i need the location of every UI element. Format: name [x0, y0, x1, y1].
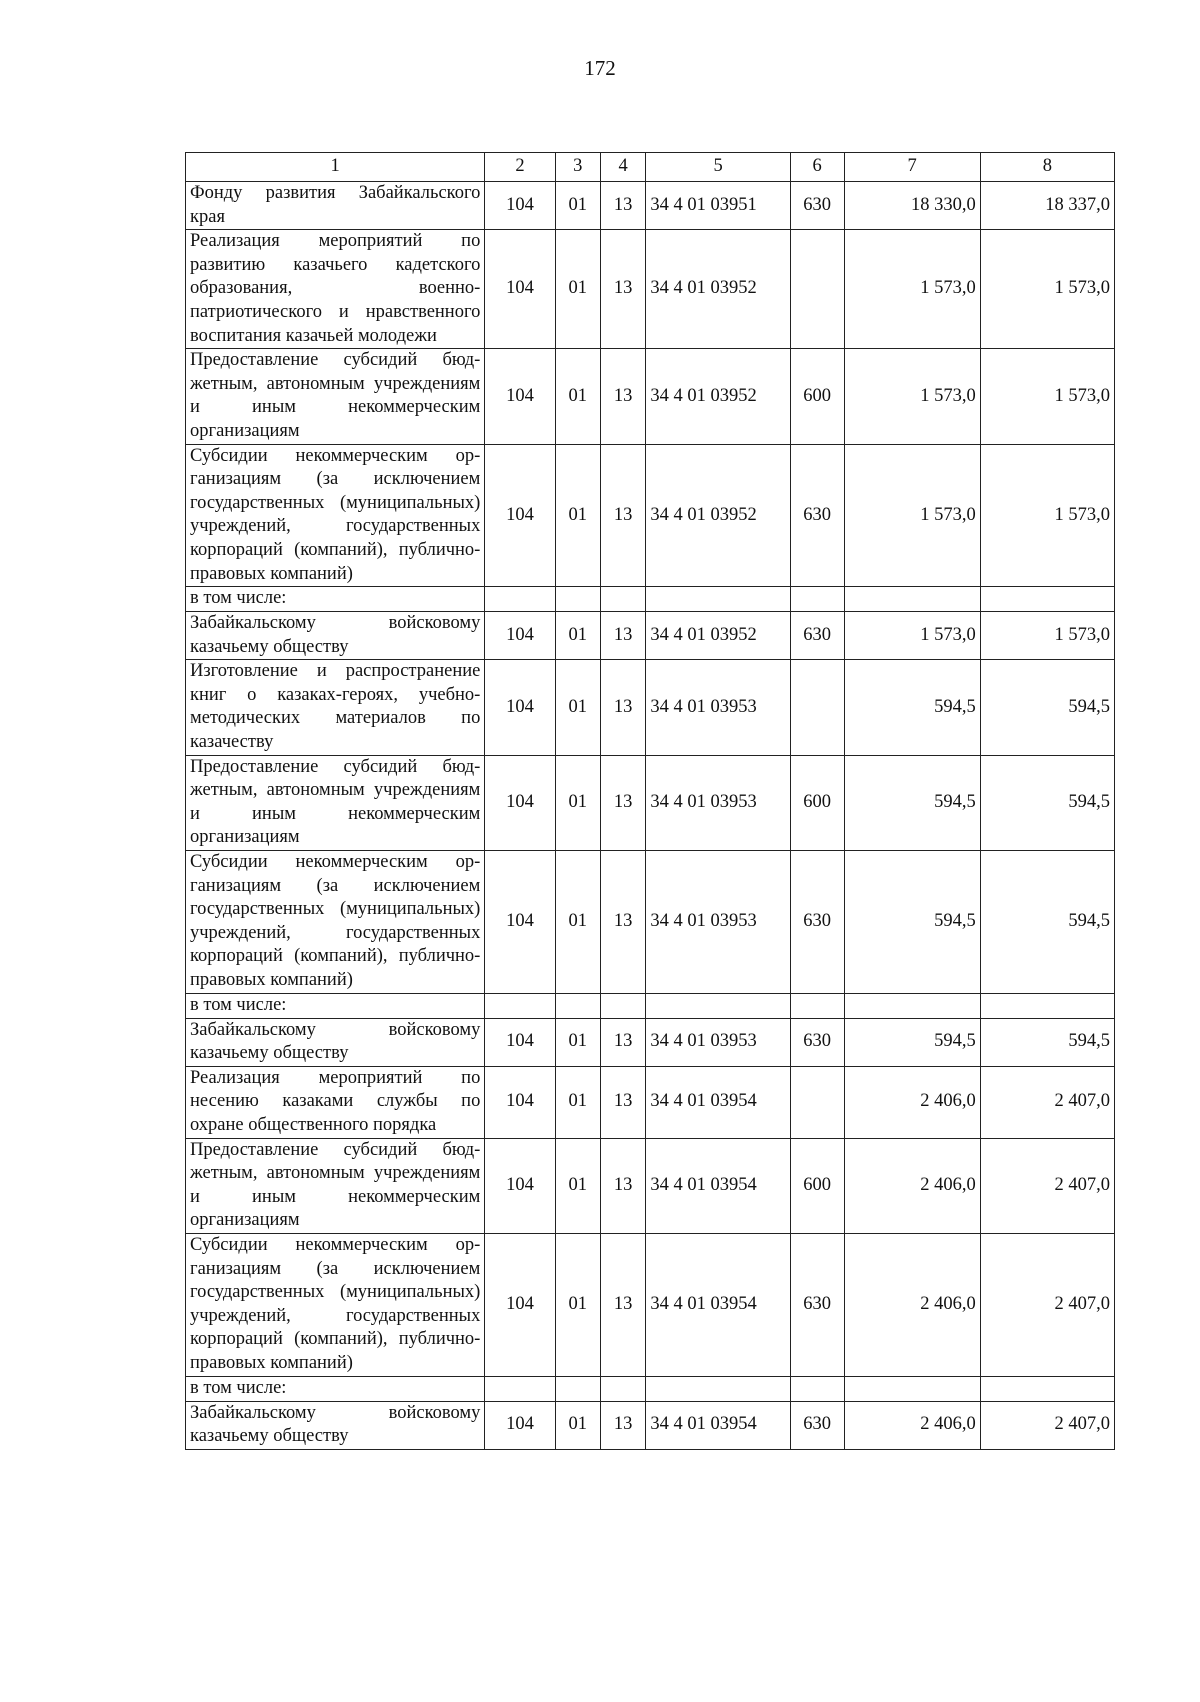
subsection-item-cell: 13 — [600, 1401, 645, 1449]
target-article-cell: 34 4 01 03953 — [646, 1018, 791, 1066]
column-header: 6 — [790, 153, 844, 182]
row-name-cell: в том числе: — [186, 1376, 485, 1401]
table-row — [186, 1066, 1115, 1138]
row-name-cell: Фонду развития Забайкальского края — [186, 182, 485, 230]
subsection-code-cell: 01 — [555, 1233, 600, 1376]
target-article-cell: 34 4 01 03952 — [646, 444, 791, 587]
section-code-cell: 104 — [485, 851, 555, 994]
table-row — [186, 1233, 1115, 1376]
subsection-item-cell: 13 — [600, 612, 645, 660]
amount-year2-cell: 1 573,0 — [980, 230, 1114, 349]
section-code-cell: 104 — [485, 349, 555, 444]
header-row — [186, 153, 1115, 182]
section-code-cell: 104 — [485, 1066, 555, 1138]
amount-year1-cell: 1 573,0 — [844, 230, 980, 349]
amount-year2-cell — [980, 993, 1114, 1018]
subsection-code-cell: 01 — [555, 660, 600, 755]
column-header: 3 — [555, 153, 600, 182]
expense-type-cell — [790, 230, 844, 349]
budget-table — [185, 152, 1115, 1450]
table-row — [186, 851, 1115, 994]
column-header: 4 — [600, 153, 645, 182]
subsection-code-cell — [555, 1376, 600, 1401]
section-code-cell: 104 — [485, 660, 555, 755]
amount-year1-cell: 594,5 — [844, 851, 980, 994]
amount-year1-cell: 2 406,0 — [844, 1138, 980, 1233]
section-code-cell: 104 — [485, 182, 555, 230]
column-header: 1 — [186, 153, 485, 182]
column-header: 7 — [844, 153, 980, 182]
amount-year2-cell: 594,5 — [980, 851, 1114, 994]
subsection-item-cell: 13 — [600, 1066, 645, 1138]
page-number: 172 — [584, 56, 616, 80]
amount-year2-cell: 1 573,0 — [980, 349, 1114, 444]
table-row-note — [186, 587, 1115, 612]
subsection-code-cell — [555, 587, 600, 612]
row-name-cell: Изготовление и распространение книг о казаках-героях, учебно-методических материалов по казачеству — [186, 660, 485, 755]
subsection-item-cell: 13 — [600, 1138, 645, 1233]
amount-year1-cell: 1 573,0 — [844, 612, 980, 660]
expense-type-cell: 630 — [790, 1233, 844, 1376]
expense-type-cell: 630 — [790, 612, 844, 660]
row-name-cell: Предоставление субсидий бюджетным, автономным учреждениям и иным некоммерческим организациям — [186, 349, 485, 444]
amount-year1-cell — [844, 587, 980, 612]
subsection-item-cell — [600, 587, 645, 612]
column-header: 8 — [980, 153, 1114, 182]
table-row-note — [186, 1376, 1115, 1401]
subsection-item-cell — [600, 1376, 645, 1401]
target-article-cell — [646, 1376, 791, 1401]
row-name-cell: Забайкальскому войсковому казачьему обществу — [186, 1401, 485, 1449]
subsection-code-cell: 01 — [555, 851, 600, 994]
section-code-cell — [485, 1376, 555, 1401]
target-article-cell: 34 4 01 03952 — [646, 612, 791, 660]
row-name-cell: Субсидии некоммерческим организациям (за исключением государственных (муниципальных) учреждений, государственных корпораций (компаний), публично-правовых компаний) — [186, 1233, 485, 1376]
subsection-code-cell: 01 — [555, 230, 600, 349]
expense-type-cell: 630 — [790, 182, 844, 230]
amount-year2-cell — [980, 1376, 1114, 1401]
column-header: 5 — [646, 153, 791, 182]
amount-year1-cell — [844, 993, 980, 1018]
row-name-cell: Предоставление субсидий бюджетным, автономным учреждениям и иным некоммерческим организациям — [186, 1138, 485, 1233]
amount-year1-cell: 594,5 — [844, 660, 980, 755]
amount-year2-cell: 594,5 — [980, 1018, 1114, 1066]
amount-year2-cell: 1 573,0 — [980, 444, 1114, 587]
section-code-cell: 104 — [485, 444, 555, 587]
amount-year2-cell: 2 407,0 — [980, 1066, 1114, 1138]
expense-type-cell — [790, 1376, 844, 1401]
target-article-cell: 34 4 01 03953 — [646, 851, 791, 994]
target-article-cell — [646, 587, 791, 612]
target-article-cell: 34 4 01 03954 — [646, 1066, 791, 1138]
target-article-cell — [646, 993, 791, 1018]
expense-type-cell: 630 — [790, 444, 844, 587]
section-code-cell: 104 — [485, 755, 555, 850]
subsection-item-cell: 13 — [600, 182, 645, 230]
amount-year2-cell: 594,5 — [980, 660, 1114, 755]
subsection-code-cell — [555, 993, 600, 1018]
amount-year2-cell: 2 407,0 — [980, 1138, 1114, 1233]
row-name-cell: Предоставление субсидий бюджетным, автономным учреждениям и иным некоммерческим организациям — [186, 755, 485, 850]
table-row — [186, 444, 1115, 587]
subsection-item-cell: 13 — [600, 755, 645, 850]
table-row-note — [186, 993, 1115, 1018]
amount-year1-cell: 2 406,0 — [844, 1401, 980, 1449]
expense-type-cell: 600 — [790, 1138, 844, 1233]
target-article-cell: 34 4 01 03954 — [646, 1401, 791, 1449]
expense-type-cell — [790, 1066, 844, 1138]
expense-type-cell — [790, 660, 844, 755]
column-header: 2 — [485, 153, 555, 182]
subsection-item-cell: 13 — [600, 230, 645, 349]
row-name-cell: Реализация мероприятий по несению казаками службы по охране общественного порядка — [186, 1066, 485, 1138]
subsection-code-cell: 01 — [555, 755, 600, 850]
section-code-cell: 104 — [485, 1401, 555, 1449]
subsection-code-cell: 01 — [555, 1018, 600, 1066]
table-row — [186, 182, 1115, 230]
subsection-item-cell — [600, 993, 645, 1018]
expense-type-cell: 630 — [790, 851, 844, 994]
section-code-cell: 104 — [485, 1138, 555, 1233]
expense-type-cell: 600 — [790, 349, 844, 444]
subsection-item-cell: 13 — [600, 444, 645, 587]
subsection-item-cell: 13 — [600, 851, 645, 994]
target-article-cell: 34 4 01 03952 — [646, 230, 791, 349]
row-name-cell: Реализация мероприятий по развитию казачьего кадетского образования, военно-патриотического и нравственного воспитания казачьей молодежи — [186, 230, 485, 349]
subsection-code-cell: 01 — [555, 1138, 600, 1233]
amount-year2-cell: 1 573,0 — [980, 612, 1114, 660]
expense-type-cell — [790, 587, 844, 612]
row-name-cell: в том числе: — [186, 993, 485, 1018]
subsection-item-cell: 13 — [600, 1233, 645, 1376]
amount-year2-cell: 18 337,0 — [980, 182, 1114, 230]
row-name-cell: Субсидии некоммерческим организациям (за исключением государственных (муниципальных) учреждений, государственных корпораций (компаний), публично-правовых компаний) — [186, 444, 485, 587]
amount-year2-cell: 2 407,0 — [980, 1233, 1114, 1376]
row-name-cell: в том числе: — [186, 587, 485, 612]
table-row — [186, 230, 1115, 349]
section-code-cell — [485, 993, 555, 1018]
table-body — [186, 182, 1115, 1450]
subsection-code-cell: 01 — [555, 612, 600, 660]
section-code-cell: 104 — [485, 1233, 555, 1376]
amount-year1-cell: 594,5 — [844, 1018, 980, 1066]
subsection-code-cell: 01 — [555, 182, 600, 230]
table-row — [186, 1018, 1115, 1066]
target-article-cell: 34 4 01 03953 — [646, 755, 791, 850]
subsection-code-cell: 01 — [555, 1066, 600, 1138]
amount-year1-cell: 1 573,0 — [844, 349, 980, 444]
row-name-cell: Забайкальскому войсковому казачьему обществу — [186, 612, 485, 660]
subsection-code-cell: 01 — [555, 1401, 600, 1449]
amount-year1-cell: 18 330,0 — [844, 182, 980, 230]
target-article-cell: 34 4 01 03951 — [646, 182, 791, 230]
subsection-item-cell: 13 — [600, 1018, 645, 1066]
amount-year2-cell: 2 407,0 — [980, 1401, 1114, 1449]
section-code-cell: 104 — [485, 1018, 555, 1066]
table-row — [186, 612, 1115, 660]
section-code-cell: 104 — [485, 612, 555, 660]
table-row — [186, 660, 1115, 755]
row-name-cell: Забайкальскому войсковому казачьему обществу — [186, 1018, 485, 1066]
subsection-item-cell: 13 — [600, 349, 645, 444]
table-row — [186, 755, 1115, 850]
table-row — [186, 1138, 1115, 1233]
amount-year1-cell: 2 406,0 — [844, 1066, 980, 1138]
target-article-cell: 34 4 01 03954 — [646, 1233, 791, 1376]
subsection-code-cell: 01 — [555, 444, 600, 587]
expense-type-cell: 630 — [790, 1018, 844, 1066]
section-code-cell: 104 — [485, 230, 555, 349]
section-code-cell — [485, 587, 555, 612]
table-row — [186, 1401, 1115, 1449]
expense-type-cell: 600 — [790, 755, 844, 850]
target-article-cell: 34 4 01 03952 — [646, 349, 791, 444]
row-name-cell: Субсидии некоммерческим организациям (за исключением государственных (муниципальных) учреждений, государственных корпораций (компаний), публично-правовых компаний) — [186, 851, 485, 994]
target-article-cell: 34 4 01 03953 — [646, 660, 791, 755]
amount-year1-cell — [844, 1376, 980, 1401]
amount-year1-cell: 1 573,0 — [844, 444, 980, 587]
amount-year2-cell: 594,5 — [980, 755, 1114, 850]
expense-type-cell: 630 — [790, 1401, 844, 1449]
amount-year1-cell: 594,5 — [844, 755, 980, 850]
subsection-item-cell: 13 — [600, 660, 645, 755]
table-header — [186, 153, 1115, 182]
amount-year1-cell: 2 406,0 — [844, 1233, 980, 1376]
table-row — [186, 349, 1115, 444]
subsection-code-cell: 01 — [555, 349, 600, 444]
target-article-cell: 34 4 01 03954 — [646, 1138, 791, 1233]
expense-type-cell — [790, 993, 844, 1018]
amount-year2-cell — [980, 587, 1114, 612]
